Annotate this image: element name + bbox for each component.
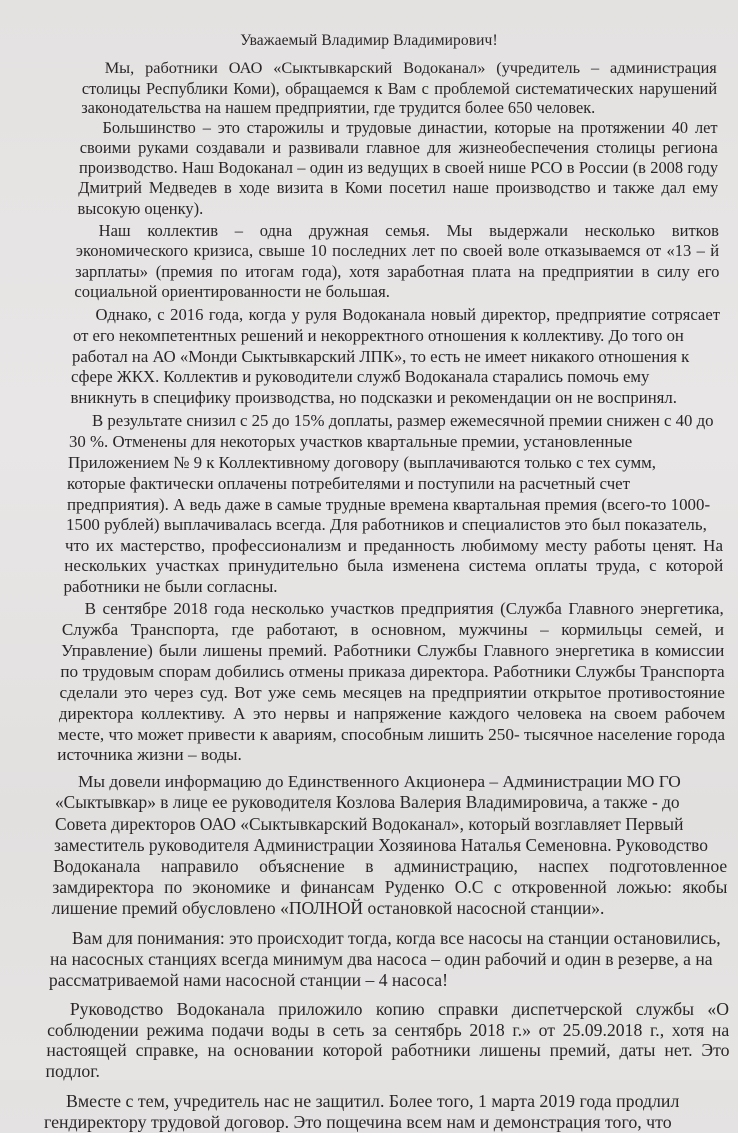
text-line: Приложением № 9 к Коллективному договору (выплачиваются только с тех сумм,	[68, 453, 657, 472]
text-line: экономического кризиса, свыше 10 последних лет по своей воле отказываемся от «13 – й	[75, 241, 720, 260]
text-line: своими руками создавали и развивали главное для жизнеобеспечения столицы региона	[79, 138, 718, 157]
text-line: источника жизни – воды.	[57, 745, 242, 764]
text-line: 1500 рублей) выплачивалась всегда. Для работников и специалистов это был показатель,	[65, 515, 707, 534]
text-line: лишение премий обусловлено «ПОЛНОЙ остановкой насосной станции».	[51, 898, 605, 918]
text-line: Дмитрий Медведев в ходе визита в Коми посетил наше производство и также дал ему	[78, 178, 719, 197]
text-line: высокую оценку).	[77, 199, 204, 218]
text-line: Руководство Водоканала приложило копию справки диспетчерской службы «О	[69, 999, 729, 1019]
text-line: социальной ориентированности не большая.	[74, 282, 390, 301]
text-line: сфере ЖКХ. Коллектив и руководители служб Водоканала старались помочь ему	[71, 367, 650, 386]
text-line: В результате снизил с 25 до 15% доплаты, размер ежемесячной премии снижен с 40 до	[91, 411, 714, 430]
text-line: Служба Транспорта, где работают, в основном, мужчины – кормильцы семей, и	[61, 620, 725, 639]
text-line: законодательства на нашем предприятии, где трудится более 650 человек.	[81, 98, 596, 117]
text-line: от его некомпетентных решений и некорректного отношения к коллективу. До того он	[72, 326, 684, 345]
text-line: Управление) были лишены премий. Работники Службы Главного энергетика в комиссии	[61, 641, 725, 660]
text-line: Однако, с 2016 года, когда у руля Водоканала новый директор, предприятие сотрясает	[95, 305, 720, 324]
text-line: по трудовым спорам добились отмены приказа директора. Работники Службы Транспорта	[60, 662, 725, 681]
text-line: сделали это через суд. Вот уже семь месяцев на предприятии открытое противостояние	[59, 683, 725, 702]
text-line: Большинство – это старожилы и трудовые династии, которые на протяжении 40 лет	[102, 118, 718, 137]
text-line: гендиректору трудовой договор. Это пощечина всем нам и демонстрация того, что	[43, 1112, 672, 1132]
text-line: нескольких участках принудительно была изменена система оплаты труда, с которой	[64, 556, 724, 575]
text-line: Совета директоров ОАО «Сыктывкарский Водоканал», который возглавляет Первый	[54, 814, 684, 834]
salutation: Уважаемый Владимир Владимирович!	[240, 32, 498, 49]
text-line: настоящей справке, на основании которой работники лишены премий, даты нет. Это	[46, 1040, 730, 1060]
text-line: В сентябре 2018 года несколько участков предприятия (Служба Главного энергетика,	[84, 599, 724, 618]
text-line: Вам для понимания: это происходит тогда, когда все насосы на станции остановились,	[72, 928, 722, 948]
text-line: что их мастерство, профессионализм и преданность любимому месту работы ценят. На	[65, 536, 723, 555]
text-line: Наш коллектив – одна дружная семья. Мы выдержали несколько витков	[98, 221, 719, 240]
text-line: подлог.	[45, 1061, 100, 1081]
text-line: директора коллективу. А это нервы и напряжение каждого человека на своем рабочем	[58, 704, 726, 723]
text-line: на насосных станциях всегда минимум два насоса – один рабочий и один в резерве, а на	[49, 949, 713, 969]
text-line: Мы, работники ОАО «Сыктывкарский Водоканал» (учредитель – администрация	[104, 58, 717, 77]
text-line: работники не были согласны.	[63, 577, 278, 596]
text-line: зарплаты» (премия по итогам года), хотя заработная плата на предприятии в силу его	[75, 262, 720, 281]
text-line: предприятия). А ведь даже в самые трудные времена квартальная премия (всего-то 1000-	[66, 495, 710, 514]
text-line: 30 %. Отменены для некоторых участков квартальные премии, установленные	[68, 432, 633, 451]
text-line: вникнуть в специфику производства, но подсказки и рекомендации он не воспринял.	[70, 388, 677, 407]
text-line: Водоканала направило объяснение в администрацию, наспех подготовленное	[53, 856, 728, 876]
text-line: которые фактически оплачены потребителями и поступили на расчетный счет	[67, 474, 631, 493]
text-line: соблюдении режима подачи воды в сеть за сентябрь 2018 г.» от 25.09.2018 г., хотя на	[47, 1020, 730, 1040]
text-line: заместитель руководителя Администрации Хозяинова Наталья Семеновна. Руководство	[53, 835, 708, 855]
text-line: столицы Республики Коми), обращаемся к Вам с проблемой систематических нарушений	[81, 79, 718, 98]
text-line: работал на АО «Монди Сыктывкарский ЛПК», то есть не имеет никакого отношения к	[72, 347, 690, 366]
text-line: Вместе с тем, учредитель нас не защитил. Более того, 1 марта 2019 года продлил	[66, 1091, 680, 1111]
text-line: рассматриваемой нами насосной станции – 4 насоса!	[48, 970, 448, 990]
text-line: производство. Наш Водоканал – один из ведущих в своей нише РСО в России (в 2008 году	[79, 158, 719, 177]
text-line: месте, что может привести к авариям, способным лишить 250- тысячное население города	[58, 725, 726, 744]
text-line: замдиректора по экономике и финансам Руденко О.С с откровенной ложью: якобы	[52, 877, 728, 897]
text-line: «Сыктывкар» в лице ее руководителя Козлова Валерия Владимировича, а также - до	[55, 793, 681, 812]
text-line: Мы довели информацию до Единственного Акционера – Администрации МО ГО	[78, 772, 682, 791]
